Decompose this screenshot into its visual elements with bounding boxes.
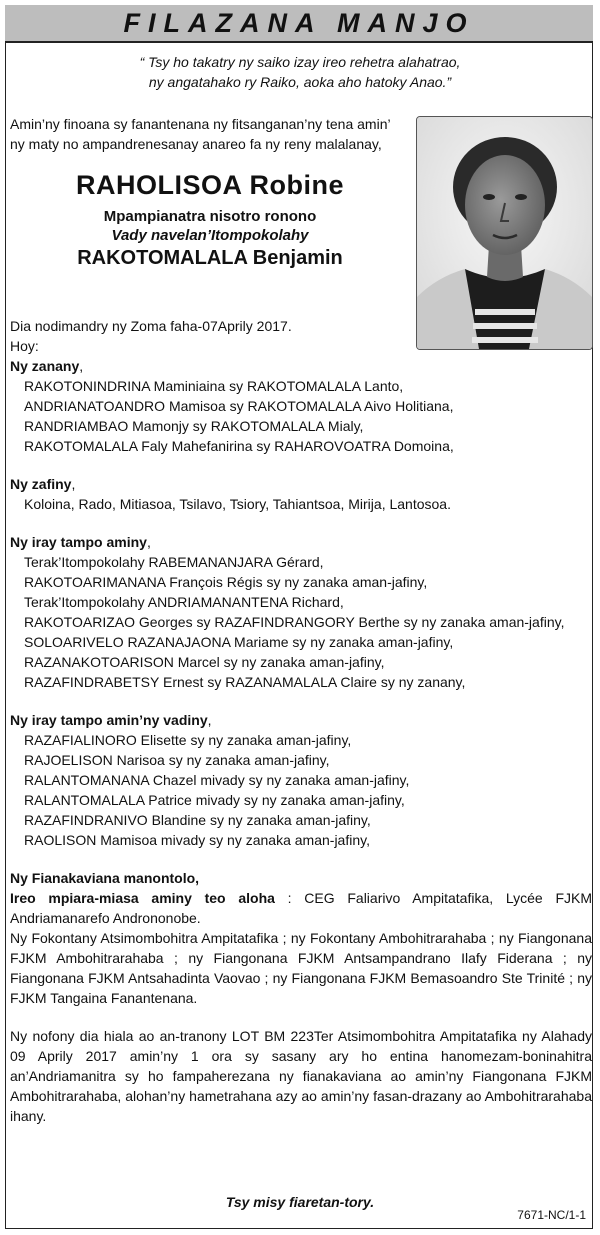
deceased-name: RAHOLISOA Robine bbox=[76, 170, 344, 200]
list-item: RALANTOMANANA Chazel mivady sy ny zanaka aman-jafiny, bbox=[24, 772, 410, 788]
section-iray-tampo: Ny iray tampo aminy, Terak’Itompokolahy RABEMANANJARA Gérard, RAKOTOARIMANANA François Régis sy ny zanaka aman-jafiny, Terak’Itompokolahy ANDRIAMANANTENA Richard, RAKOTOARIZAO Georges sy RAZAFINDRANGORY Berthe sy ny zanaka aman-jafiny, SOLOARIVELO RAZANAJAONA Mariame sy ny zanaka aman-jafiny, RAZANAKOTOARISON Marcel sy ny zanaka aman-jafiny, RAZAFINDRABETSY Ernest sy RAZANAMALALA Claire sy ny zanany, bbox=[10, 532, 594, 692]
section-title-zanany: Ny zanany bbox=[10, 358, 80, 374]
death-date-line: Dia nodimandry ny Zoma faha-07Aprily 2017. bbox=[10, 318, 292, 334]
quote-line-1: “ Tsy ho takatry ny saiko izay ireo rehetra alahatrao, bbox=[139, 54, 461, 70]
notice-header bbox=[5, 5, 593, 43]
list-item: RAKOTOMALALA Faly Mahefanirina sy RAHAROVOATRA Domoina, bbox=[24, 438, 454, 454]
colleagues-paragraph bbox=[10, 888, 592, 928]
list-item: RAZAFIALINORO Elisette sy ny zanaka aman-jafiny, bbox=[24, 732, 352, 748]
spouse-name: RAKOTOMALALA Benjamin bbox=[77, 247, 343, 269]
list-item: RAZANAKOTOARISON Marcel sy ny zanaka aman-jafiny, bbox=[24, 654, 385, 670]
list-item: RALANTOMALALA Patrice mivady sy ny zanaka aman-jafiny, bbox=[24, 792, 405, 808]
notice-title: FILAZANA MANJO bbox=[123, 7, 475, 38]
section-fianakaviana bbox=[10, 868, 594, 1008]
reference-code: 7671-NC/1-1 bbox=[517, 1208, 586, 1222]
notice-body bbox=[10, 316, 594, 1126]
closing-line: Tsy misy fiaretan-tory. bbox=[225, 1194, 375, 1210]
quote-line-2: ny angatahako ry Raiko, aoka aho hatoky Anao.” bbox=[148, 74, 452, 90]
section-zafiny: Ny zafiny, Koloina, Rado, Mitiasoa, Tsilavo, Tsiory, Tahiantsoa, Mirija, Lantosoa. bbox=[10, 474, 594, 514]
deceased-photo bbox=[416, 116, 593, 350]
opening-quote bbox=[20, 52, 580, 92]
intro-line-1: Amin’ny finoana sy fanantenana ny fitsanganan’ny tena amin’ bbox=[10, 116, 391, 132]
fokontany-paragraph: Ny Fokontany Atsimombohitra Ampitatafika ; ny Fokontany Ambohitrarahaba ; ny Fiangonana FJKM Ambohitrarahaba ; ny Fiangonana FJKM Antsampandrano Ilafy Fiderana ; ny Fiangonana FJKM Antsahadinta Vaovao ; ny Fiangonana FJKM Bemasoandro Ste Trinité ; ny FJKM Tangaina Fanantenana. bbox=[10, 930, 592, 1006]
section-iray-tampo-vadiny: Ny iray tampo amin’ny vadiny, RAZAFIALINORO Elisette sy ny zanaka aman-jafiny, RAJOELISON Narisoa sy ny zanaka aman-jafiny, RALANTOMANANA Chazel mivady sy ny zanaka aman-jafiny, RALANTOMALALA Patrice mivady sy ny zanaka aman-jafiny, RAZAFINDRANIVO Blandine sy ny zanaka aman-jafiny, RAOLISON Mamisoa mivady sy ny zanaka aman-jafiny, bbox=[10, 710, 594, 850]
list-item: SOLOARIVELO RAZANAJAONA Mariame sy ny zanaka aman-jafiny, bbox=[24, 634, 454, 650]
list-item: RAKOTOARIZAO Georges sy RAZAFINDRANGORY Berthe sy ny zanaka aman-jafiny, bbox=[24, 614, 565, 630]
section-zanany: Ny zanany, RAKOTONINDRINA Maminiaina sy RAKOTOMALALA Lanto, ANDRIANATOANDRO Mamisoa sy RAKOTOMALALA Aivo Holitiana, RANDRIAMBAO Mamonjy sy RAKOTOMALALA Mialy, RAKOTOMALALA Faly Mahefanirina sy RAHAROVOATRA Domoina, bbox=[10, 356, 594, 456]
colleagues-label: Ireo mpiara-miasa aminy teo aloha bbox=[10, 890, 275, 906]
list-item: Koloina, Rado, Mitiasoa, Tsilavo, Tsiory, Tahiantsoa, Mirija, Lantosoa. bbox=[24, 496, 451, 512]
section-title-zafiny: Ny zafiny bbox=[10, 476, 72, 492]
intro-text bbox=[10, 114, 415, 154]
list-item: Terak’Itompokolahy RABEMANANJARA Gérard, bbox=[24, 554, 324, 570]
list-item: ANDRIANATOANDRO Mamisoa sy RAKOTOMALALA Aivo Holitiana, bbox=[24, 398, 454, 414]
list-item: RANDRIAMBAO Mamonjy sy RAKOTOMALALA Mialy, bbox=[24, 418, 364, 434]
list-item: Terak’Itompokolahy ANDRIAMANANTENA Richard, bbox=[24, 594, 344, 610]
list-item: RAZAFINDRANIVO Blandine sy ny zanaka aman-jafiny, bbox=[24, 812, 371, 828]
list-item: RAZAFINDRABETSY Ernest sy RAZANAMALALA Claire sy ny zanany, bbox=[24, 674, 466, 690]
list-item: RAOLISON Mamisoa mivady sy ny zanaka aman-jafiny, bbox=[24, 832, 370, 848]
list-item: RAKOTOARIMANANA François Régis sy ny zanaka aman-jafiny, bbox=[24, 574, 428, 590]
hoy-line: Hoy: bbox=[10, 338, 39, 354]
funeral-paragraph: Ny nofony dia hiala ao an-tranony LOT BM 223Ter Atsimombohitra Ampitatafika ny Alahady 09 Aprily 2017 amin’ny 1 ora sy sasany ary ho entina hanomezam-boninahitra an’Andriamanitra sy ho fampaherezana ny fianakaviana ao amin’ny Fiangonana FJKM Ambohitrarahaba, alohan’ny hametrahana azy ao amin’ny fasan-drazany ao Ambohitrarahaba ihany. bbox=[10, 1028, 592, 1124]
colleagues-text: : CEG Faliarivo Ampitatafika, Lycée FJKM Andriamanarefo Andrononobe. bbox=[10, 890, 593, 926]
list-item: RAKOTONINDRINA Maminiaina sy RAKOTOMALALA Lanto, bbox=[24, 378, 404, 394]
list-item: RAJOELISON Narisoa sy ny zanaka aman-jafiny, bbox=[24, 752, 330, 768]
spouse-label: Vady navelan’Itompokolahy bbox=[111, 227, 309, 244]
deceased-name-block bbox=[10, 170, 410, 271]
section-title-iray-tampo-vadiny: Ny iray tampo amin’ny vadiny bbox=[10, 712, 208, 728]
deceased-role: Mpampianatra nisotro ronono bbox=[103, 208, 317, 225]
section-title-fianakaviana: Ny Fianakaviana manontolo, bbox=[10, 870, 200, 886]
intro-line-2: ny maty no ampandrenesanay anareo fa ny reny malalanay, bbox=[10, 136, 382, 152]
portrait-image bbox=[417, 117, 592, 349]
section-title-iray-tampo: Ny iray tampo aminy bbox=[10, 534, 147, 550]
